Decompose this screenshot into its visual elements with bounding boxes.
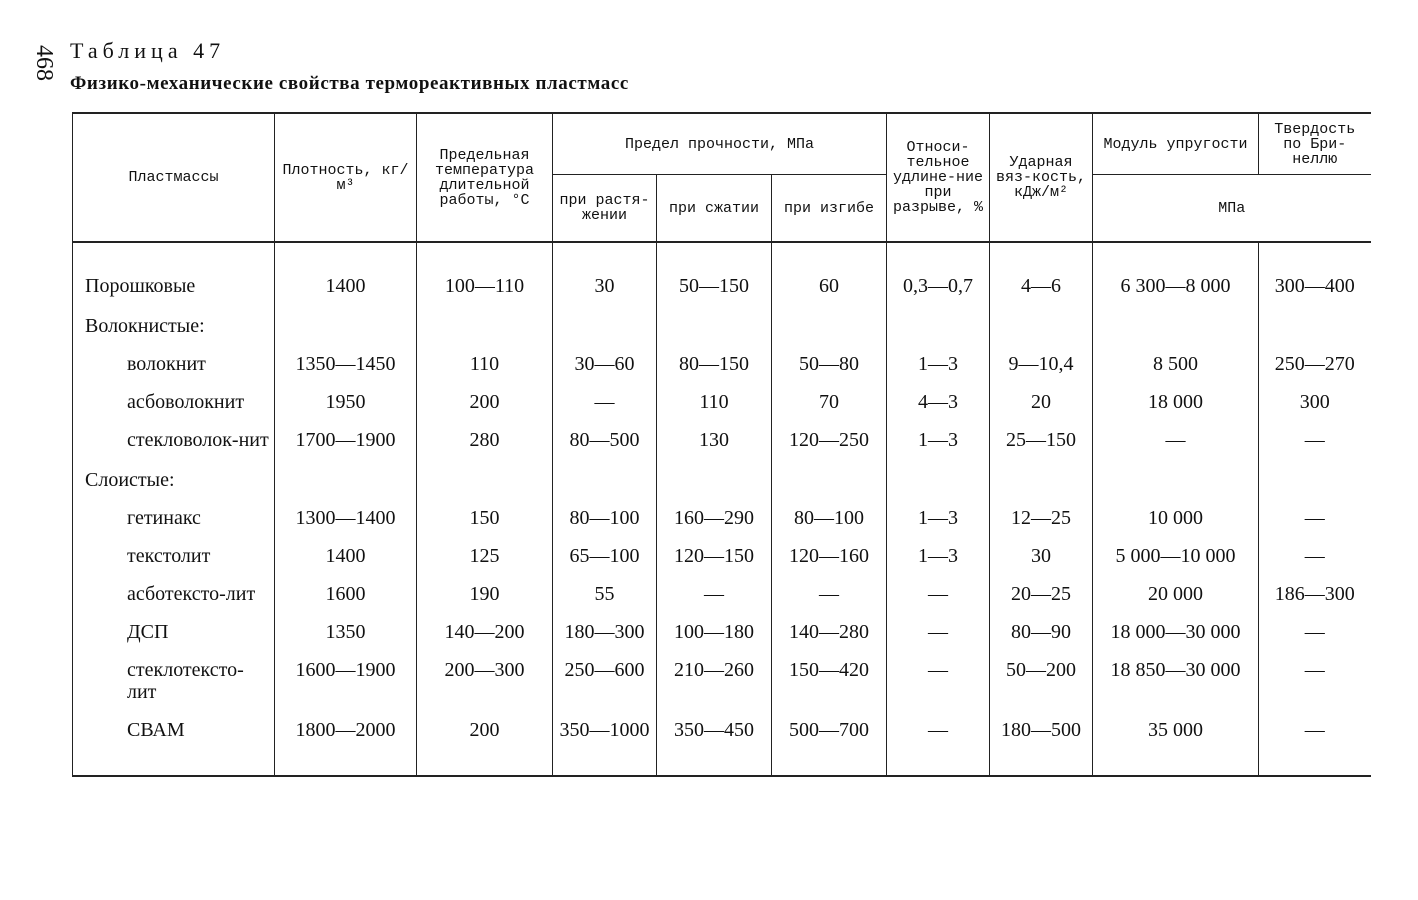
table-row — [73, 575, 1371, 613]
cell-impact: 20 — [990, 383, 1093, 421]
cell-elongation: 1—3 — [887, 421, 990, 459]
row-name: стекловолок-нит — [73, 421, 275, 459]
cell-hardness: — — [1259, 613, 1371, 651]
cell-tension: 80—500 — [553, 421, 657, 459]
row-name: СВАМ — [73, 711, 275, 776]
table-row — [73, 383, 1371, 421]
table-row — [73, 651, 1371, 711]
cell-density: 1600—1900 — [275, 651, 417, 711]
row-name: ДСП — [73, 613, 275, 651]
row-name: асбоволокнит — [73, 383, 275, 421]
table-row — [73, 537, 1371, 575]
cell-tension: 55 — [553, 575, 657, 613]
header-elongation: Относи-тельное удлине-ние при разрыве, % — [887, 113, 990, 242]
cell-hardness: 300—400 — [1259, 242, 1371, 305]
row-name: текстолит — [73, 537, 275, 575]
cell-modulus: 5 000—10 000 — [1093, 537, 1259, 575]
cell-density: 1350—1450 — [275, 345, 417, 383]
cell-elongation: — — [887, 711, 990, 776]
cell-modulus: 10 000 — [1093, 499, 1259, 537]
cell-bending: 70 — [772, 383, 887, 421]
cell-temp: 200—300 — [417, 651, 553, 711]
cell-compression: 210—260 — [657, 651, 772, 711]
cell-compression: 350—450 — [657, 711, 772, 776]
cell-tension: 65—100 — [553, 537, 657, 575]
cell-temp: 280 — [417, 421, 553, 459]
cell-density: 1700—1900 — [275, 421, 417, 459]
cell-elongation: 4—3 — [887, 383, 990, 421]
cell-density: 1300—1400 — [275, 499, 417, 537]
cell-impact: 80—90 — [990, 613, 1093, 651]
cell-modulus: 18 000 — [1093, 383, 1259, 421]
cell-density: 1950 — [275, 383, 417, 421]
table-title: Физико-механические свойства термореактивных пластмасс — [70, 73, 629, 94]
cell-compression: 130 — [657, 421, 772, 459]
table-row — [73, 345, 1371, 383]
cell-compression: 120—150 — [657, 537, 772, 575]
header-plastics: Пластмассы — [73, 113, 275, 242]
group-label-fibrous: Волокнистые: — [73, 305, 275, 345]
cell-impact: 25—150 — [990, 421, 1093, 459]
header-hardness: Твердость по Бри-неллю — [1259, 113, 1371, 175]
row-name: гетинакс — [73, 499, 275, 537]
table-row — [73, 711, 1371, 776]
cell-density: 1400 — [275, 537, 417, 575]
cell-bending: 60 — [772, 242, 887, 305]
table-row — [73, 613, 1371, 651]
cell-elongation: — — [887, 613, 990, 651]
cell-compression: 160—290 — [657, 499, 772, 537]
group-row — [73, 459, 1371, 499]
cell-bending: 50—80 — [772, 345, 887, 383]
header-strength-bending: при изгибе — [772, 175, 887, 243]
cell-tension: 250—600 — [553, 651, 657, 711]
cell-elongation: 1—3 — [887, 345, 990, 383]
cell-density: 1400 — [275, 242, 417, 305]
cell-bending: 120—250 — [772, 421, 887, 459]
cell-compression: 50—150 — [657, 242, 772, 305]
cell-compression: 100—180 — [657, 613, 772, 651]
cell-modulus: — — [1093, 421, 1259, 459]
cell-elongation: — — [887, 575, 990, 613]
table-row — [73, 242, 1371, 305]
cell-bending: 80—100 — [772, 499, 887, 537]
row-name: Порошковые — [73, 242, 275, 305]
header-unit-mpa: МПа — [1093, 175, 1371, 243]
cell-hardness: — — [1259, 421, 1371, 459]
cell-temp: 125 — [417, 537, 553, 575]
cell-hardness: 250—270 — [1259, 345, 1371, 383]
cell-compression: — — [657, 575, 772, 613]
header-strength-tension: при растя-жении — [553, 175, 657, 243]
cell-compression: 80—150 — [657, 345, 772, 383]
cell-temp: 150 — [417, 499, 553, 537]
cell-temp: 140—200 — [417, 613, 553, 651]
cell-impact: 12—25 — [990, 499, 1093, 537]
cell-tension: — — [553, 383, 657, 421]
cell-bending: 500—700 — [772, 711, 887, 776]
cell-elongation: 1—3 — [887, 537, 990, 575]
cell-impact: 9—10,4 — [990, 345, 1093, 383]
row-name: асботексто-лит — [73, 575, 275, 613]
cell-compression: 110 — [657, 383, 772, 421]
cell-hardness: — — [1259, 537, 1371, 575]
cell-elongation: — — [887, 651, 990, 711]
cell-hardness: — — [1259, 499, 1371, 537]
header-max-temp: Предельная температура длительной работы, °С — [417, 113, 553, 242]
cell-temp: 100—110 — [417, 242, 553, 305]
cell-bending: 120—160 — [772, 537, 887, 575]
cell-modulus: 6 300—8 000 — [1093, 242, 1259, 305]
cell-density: 1600 — [275, 575, 417, 613]
cell-modulus: 18 000—30 000 — [1093, 613, 1259, 651]
cell-temp: 200 — [417, 711, 553, 776]
header-density: Плотность, кг/м³ — [275, 113, 417, 242]
cell-tension: 350—1000 — [553, 711, 657, 776]
cell-elongation: 1—3 — [887, 499, 990, 537]
cell-tension: 30 — [553, 242, 657, 305]
header-strength-compression: при сжатии — [657, 175, 772, 243]
cell-modulus: 20 000 — [1093, 575, 1259, 613]
cell-temp: 200 — [417, 383, 553, 421]
cell-temp: 110 — [417, 345, 553, 383]
cell-tension: 180—300 — [553, 613, 657, 651]
row-name: волокнит — [73, 345, 275, 383]
row-name: стеклотексто-лит — [73, 651, 275, 711]
cell-hardness: — — [1259, 711, 1371, 776]
properties-table — [72, 112, 1370, 852]
cell-temp: 190 — [417, 575, 553, 613]
page-number: 468 — [31, 45, 57, 81]
header-strength: Предел прочности, МПа — [553, 113, 887, 175]
cell-impact: 20—25 — [990, 575, 1093, 613]
cell-tension: 30—60 — [553, 345, 657, 383]
table-row — [73, 499, 1371, 537]
table-caption: Таблица 47 — [70, 38, 226, 63]
cell-tension: 80—100 — [553, 499, 657, 537]
cell-modulus: 18 850—30 000 — [1093, 651, 1259, 711]
cell-hardness: — — [1259, 651, 1371, 711]
cell-impact: 30 — [990, 537, 1093, 575]
group-row — [73, 305, 1371, 345]
cell-impact: 180—500 — [990, 711, 1093, 776]
cell-bending: 150—420 — [772, 651, 887, 711]
cell-hardness: 300 — [1259, 383, 1371, 421]
cell-density: 1800—2000 — [275, 711, 417, 776]
cell-impact: 4—6 — [990, 242, 1093, 305]
cell-hardness: 186—300 — [1259, 575, 1371, 613]
cell-elongation: 0,3—0,7 — [887, 242, 990, 305]
cell-modulus: 35 000 — [1093, 711, 1259, 776]
header-modulus: Модуль упругости — [1093, 113, 1259, 175]
table-row — [73, 421, 1371, 459]
cell-bending: — — [772, 575, 887, 613]
cell-density: 1350 — [275, 613, 417, 651]
cell-bending: 140—280 — [772, 613, 887, 651]
group-label-layered: Слоистые: — [73, 459, 275, 499]
header-impact: Ударная вяз-кость, кДж/м² — [990, 113, 1093, 242]
cell-modulus: 8 500 — [1093, 345, 1259, 383]
cell-impact: 50—200 — [990, 651, 1093, 711]
